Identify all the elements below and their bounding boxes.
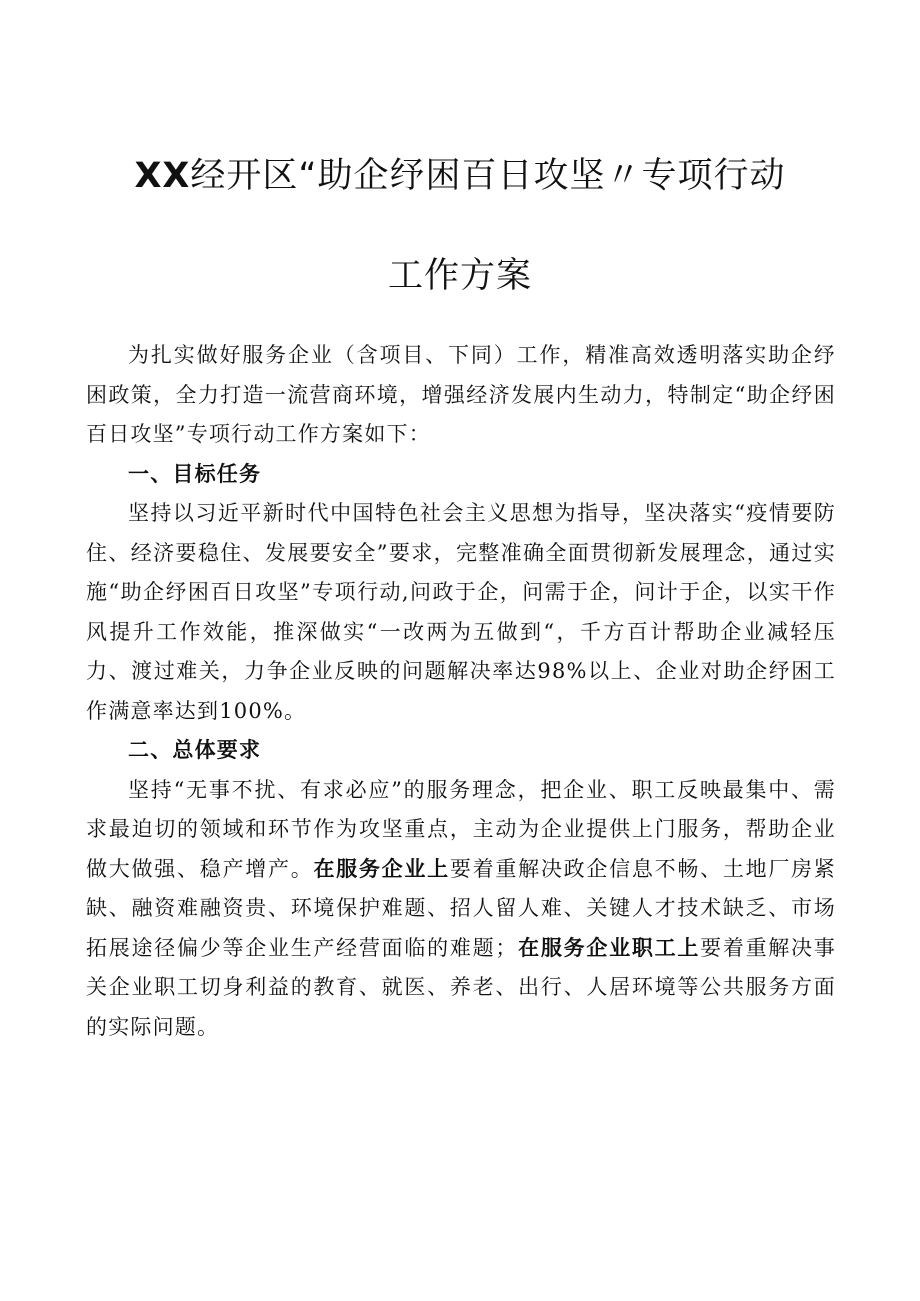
section1-heading: 一、目标任务: [128, 461, 262, 486]
document-title-line1: [0, 148, 920, 198]
title-line1-text: 经开区“助企纾困百日攻坚〃专项行动: [190, 156, 786, 196]
section2-paragraph: [86, 771, 836, 1048]
document-body: [86, 336, 836, 1047]
document-title-line2: 工作方案: [387, 256, 532, 296]
section2-text-c: 要着重解决事关企业职工切身利益的教育、就医、养老、出行、人居环境等公共服务方面的实际问题。: [86, 935, 836, 1039]
section2-heading: 二、总体要求: [128, 738, 262, 762]
section2-text-a: 坚持“无事不扰、有求必应”的服务理念，把企业、职工反映最集中、需求最迫切的领域和环节作为攻坚重点，主动为企业提供上门服务，帮助企业做大做强、稳产增产。: [86, 777, 836, 881]
section2-bold-b: 在服务企业职工上: [517, 935, 701, 960]
section1-paragraph: 坚持以习近平新时代中国特色社会主义思想为指导，坚决落实“疫情要防住、经济要稳住、发展要安全”要求，完整准确全面贯彻新发展理念，通过实施“助企纾困百日攻坚”专项行动,问政于企，问需于企，问计于企，以实干作风提升工作效能，推深做实“一改两为五做到“，千方百计帮助企业减轻压力、渡过难关，力争企业反映的问题解决率达98%以上、企业对助企纾困工作满意率达到100%。: [86, 501, 836, 723]
intro-paragraph: 为扎实做好服务企业（含项目、下同）工作，精准高效透明落实助企纾困政策，全力打造一流营商环境，增强经济发展内生动力，特制定“助企纾困百日攻坚”专项行动工作方案如下：: [86, 343, 836, 446]
title-prefix: XX: [134, 156, 191, 196]
section2-text-b: 要着重解决政企信息不畅、土地厂房紧缺、融资难融资贵、环境保护难题、招人留人难、关键人才技术缺乏、市场拓展途径偏少等企业生产经营面临的难题；: [86, 856, 836, 960]
section2-bold-a: 在服务企业上: [313, 856, 450, 881]
